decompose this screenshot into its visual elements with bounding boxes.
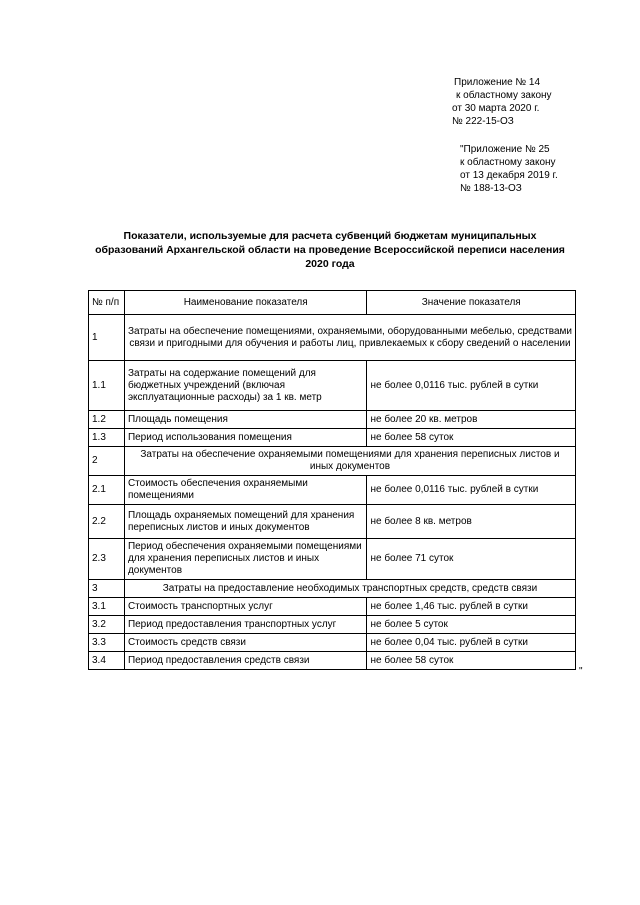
table-row <box>89 634 576 652</box>
row-number: 1 <box>89 315 125 361</box>
section-heading: Затраты на предоставление необходимых транспортных средств, средств связи <box>124 580 575 598</box>
table-row <box>89 539 576 580</box>
row-number: 3.3 <box>89 634 125 652</box>
table-row <box>89 652 576 670</box>
appendix-current-reference <box>454 76 552 128</box>
appendix-line: Приложение № 14 <box>454 77 541 88</box>
row-number: 3.1 <box>89 598 125 616</box>
appendix-line: от 13 декабря 2019 г. <box>460 170 558 181</box>
indicator-name: Площадь помещения <box>124 411 367 429</box>
indicator-name: Период предоставления транспортных услуг <box>124 616 367 634</box>
header-number: № п/п <box>89 291 125 315</box>
document-title <box>70 229 590 271</box>
indicator-name: Стоимость средств связи <box>124 634 367 652</box>
appendix-line: № 188-13-ОЗ <box>460 183 522 194</box>
closing-quote: " <box>579 666 583 677</box>
row-number: 2.1 <box>89 476 125 505</box>
indicator-value: не более 58 суток <box>367 652 576 670</box>
row-number: 1.1 <box>89 361 125 411</box>
appendix-line: от 30 марта 2020 г. <box>452 103 540 114</box>
appendix-line: № 222-15-ОЗ <box>452 116 514 127</box>
table-row <box>89 505 576 539</box>
indicator-value: не более 1,46 тыс. рублей в сутки <box>367 598 576 616</box>
indicator-value: не более 0,0116 тыс. рублей в сутки <box>367 476 576 505</box>
table-row <box>89 616 576 634</box>
indicator-name: Период обеспечения охраняемыми помещениями для хранения переписных листов и иных документов <box>124 539 367 580</box>
section-heading: Затраты на обеспечение охраняемыми помещениями для хранения переписных листов и иных документов <box>124 447 575 476</box>
section-row <box>89 580 576 598</box>
table-body <box>89 315 576 670</box>
title-line: образований Архангельской области на проведение Всероссийской переписи населения <box>95 244 565 256</box>
indicator-name: Площадь охраняемых помещений для хранения переписных листов и иных документов <box>124 505 367 539</box>
appendix-line: к областному закону <box>456 90 552 101</box>
table-row <box>89 598 576 616</box>
table-row <box>89 411 576 429</box>
indicator-name: Период использования помещения <box>124 429 367 447</box>
indicator-value: не более 0,0116 тыс. рублей в сутки <box>367 361 576 411</box>
indicator-value: не более 58 суток <box>367 429 576 447</box>
table-header-row <box>89 291 576 315</box>
table-row <box>89 429 576 447</box>
indicator-value: не более 5 суток <box>367 616 576 634</box>
indicator-name: Стоимость транспортных услуг <box>124 598 367 616</box>
section-row <box>89 447 576 476</box>
indicator-name: Затраты на содержание помещений для бюджетных учреждений (включая эксплуатационные расходы) за 1 кв. метр <box>124 361 367 411</box>
row-number: 3.2 <box>89 616 125 634</box>
title-line: Показатели, используемые для расчета субвенций бюджетам муниципальных <box>123 230 537 242</box>
appendix-line: к областному закону <box>460 157 556 168</box>
header-indicator-name: Наименование показателя <box>124 291 367 315</box>
row-number: 2.3 <box>89 539 125 580</box>
title-line: 2020 года <box>305 258 355 270</box>
row-number: 3.4 <box>89 652 125 670</box>
row-number: 3 <box>89 580 125 598</box>
appendix-line: "Приложение № 25 <box>460 144 550 155</box>
indicator-name: Стоимость обеспечения охраняемыми помещениями <box>124 476 367 505</box>
table-row <box>89 361 576 411</box>
row-number: 2 <box>89 447 125 476</box>
header-indicator-value: Значение показателя <box>367 291 576 315</box>
indicator-value: не более 20 кв. метров <box>367 411 576 429</box>
section-heading: Затраты на обеспечение помещениями, охраняемыми, оборудованными мебелью, средствами связи и пригодными для обучения и работы лиц, привлекаемых к сбору сведений о населении <box>124 315 575 361</box>
indicator-name: Период предоставления средств связи <box>124 652 367 670</box>
indicator-value: не более 0,04 тыс. рублей в сутки <box>367 634 576 652</box>
indicator-value: не более 71 суток <box>367 539 576 580</box>
section-row <box>89 315 576 361</box>
indicators-table <box>88 290 576 670</box>
table-row <box>89 476 576 505</box>
appendix-previous-reference <box>460 143 558 195</box>
indicator-value: не более 8 кв. метров <box>367 505 576 539</box>
row-number: 1.2 <box>89 411 125 429</box>
row-number: 1.3 <box>89 429 125 447</box>
row-number: 2.2 <box>89 505 125 539</box>
